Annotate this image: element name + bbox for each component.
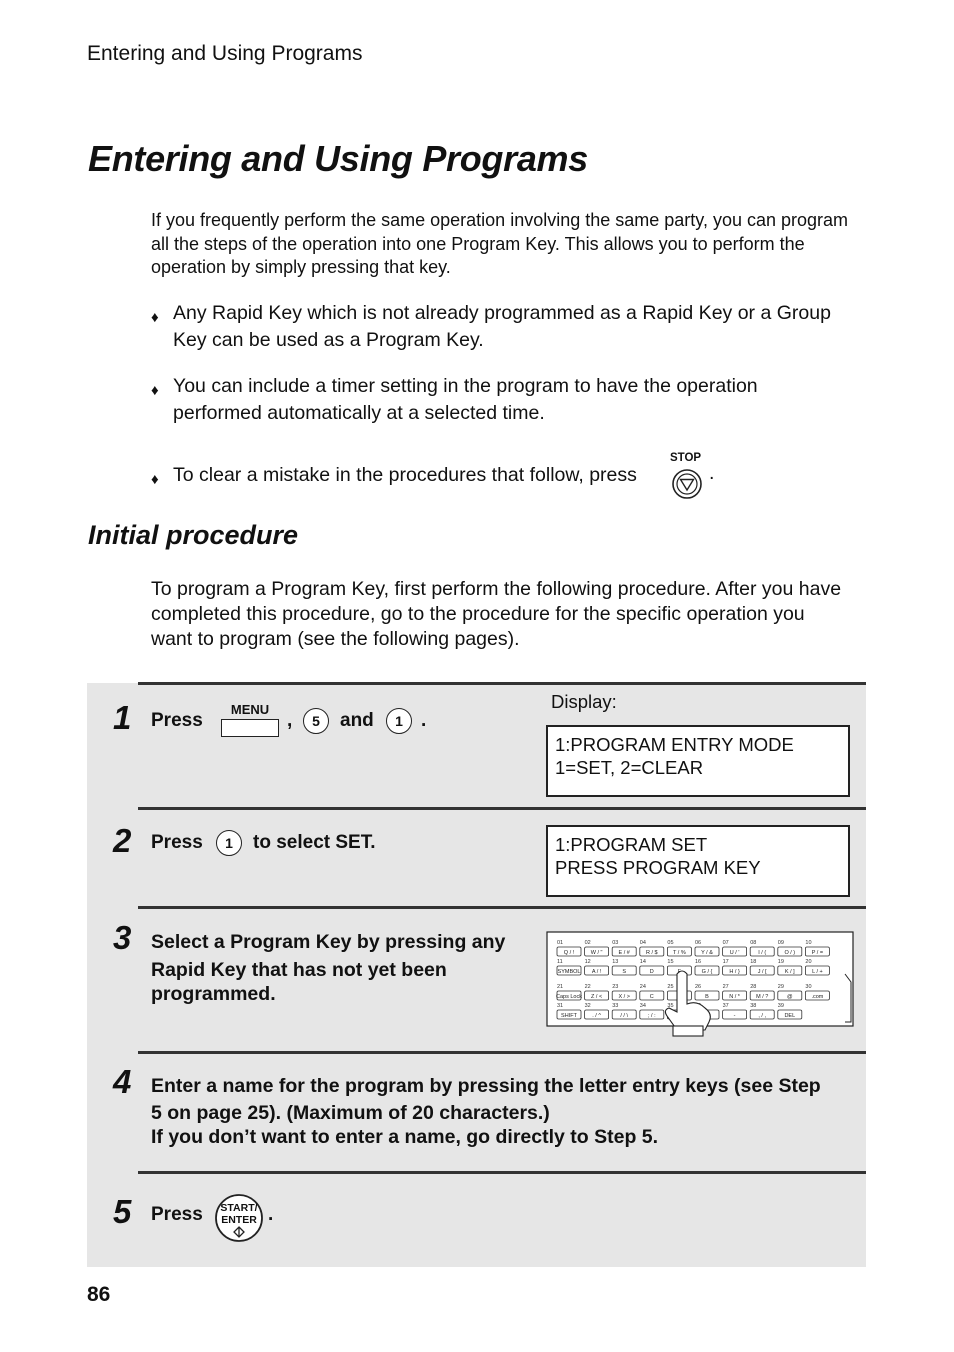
key-label: Y / & (701, 950, 713, 956)
step-divider (138, 1051, 866, 1054)
key-label: U / ' (729, 950, 740, 956)
bullet-diamond: ♦ (151, 471, 159, 488)
key-number: 05 (667, 940, 674, 946)
key-number: 20 (805, 959, 812, 965)
step-4-text (151, 1073, 861, 1150)
stop-button-graphic (668, 466, 708, 502)
key-label: Z / < (591, 994, 603, 1000)
key-number: 26 (695, 984, 702, 990)
step-4-line: If you don’t want to enter a name, go directly to Step 5. (151, 1126, 659, 1148)
key-label: W / " (590, 950, 603, 956)
key-label: T / % (673, 950, 686, 956)
key-5-icon: 5 (303, 708, 329, 734)
key-number: 09 (777, 940, 784, 946)
key-label: G / { (701, 969, 713, 975)
key-number: 35 (667, 1003, 674, 1009)
step-divider (138, 906, 866, 909)
key-number: 03 (612, 940, 619, 946)
key-number: 25 (667, 984, 674, 990)
key-label: R / $ (645, 950, 658, 956)
press-label: Press (151, 1204, 203, 1225)
step-number: 3 (113, 919, 132, 956)
key-number: 04 (639, 940, 646, 946)
key-label: O / ) (784, 950, 796, 956)
key-label: Caps Lock (556, 994, 582, 1000)
page-number: 86 (87, 1283, 111, 1306)
key-number: 17 (722, 959, 729, 965)
key-label: .com (811, 994, 824, 1000)
key-label: . / ^ (592, 1013, 601, 1019)
enter-label: ENTER (221, 1214, 257, 1226)
key-label: / / \ (620, 1013, 629, 1019)
key-label: J / [ (757, 969, 767, 975)
lcd-display-2 (546, 825, 850, 897)
lcd-line: 1=SET, 2=CLEAR (555, 757, 704, 778)
key-number: 02 (584, 940, 591, 946)
key-number: 29 (777, 984, 784, 990)
key-number: 19 (777, 959, 784, 965)
bullet-text: To clear a mistake in the procedures that follow, press (173, 464, 637, 486)
key-label: C (649, 994, 654, 1000)
key-number: 23 (612, 984, 619, 990)
key-label: B (705, 994, 709, 1000)
key-number: 06 (695, 940, 702, 946)
lcd-line: 1:PROGRAM SET (555, 834, 708, 855)
key-number: 27 (722, 984, 729, 990)
key-number: 24 (639, 984, 646, 990)
key-label: L / + (812, 969, 823, 975)
step-number: 1 (113, 699, 132, 736)
key-label: @ (787, 994, 793, 1000)
key-number: 37 (722, 1003, 729, 1009)
start-enter-label (213, 1202, 265, 1226)
key-number: 13 (612, 959, 619, 965)
key-number: 08 (750, 940, 757, 946)
key-number: 39 (777, 1003, 784, 1009)
running-header: Entering and Using Programs (87, 42, 363, 65)
bullet-diamond: ♦ (151, 309, 159, 326)
key-number: 12 (584, 959, 591, 965)
and-label: and (340, 710, 374, 731)
key-number: 18 (750, 959, 757, 965)
step-4-line: 5 on page 25). (Maximum of 20 characters.) (151, 1102, 550, 1124)
key-label: - (733, 1013, 736, 1019)
key-number: 16 (695, 959, 702, 965)
key-label: M / ? (756, 994, 769, 1000)
period: . (421, 710, 427, 731)
bullet-diamond: ♦ (151, 382, 159, 399)
step-3-text (151, 929, 531, 1007)
key-number: 31 (557, 1003, 564, 1009)
step-3-line: Select a Program Key by pressing any (151, 931, 506, 953)
bullet-text: You can include a timer setting in the program to have the operation performed automatically at a selected time. (173, 375, 758, 424)
hand-cuff (673, 1026, 703, 1036)
menu-key-button (221, 719, 279, 737)
key-label: H / } (729, 969, 740, 975)
key-label: , / , (758, 1013, 767, 1019)
rapid-keyboard-illustration (545, 930, 857, 1038)
key-label: P / = (811, 950, 824, 956)
key-number: 22 (584, 984, 591, 990)
key-number: 14 (639, 959, 646, 965)
key-number: 28 (750, 984, 757, 990)
step-number: 4 (113, 1063, 132, 1100)
key-label: D (649, 969, 654, 975)
section-intro: To program a Program Key, first perform the following procedure. After you have completed this procedure, go to the procedure for the specific operation you want to program (see the following pages). (151, 578, 842, 650)
key-label: SYMBOL (557, 969, 581, 975)
key-label: Q / ! (563, 950, 575, 956)
key-1-icon: 1 (386, 708, 412, 734)
key-label: ; / : (647, 1013, 656, 1019)
key-label: A / ! (591, 969, 602, 975)
press-label: Press (151, 832, 203, 853)
step-3-line: programmed. (151, 983, 276, 1005)
press-label: Press (151, 710, 203, 731)
period: . (268, 1204, 274, 1225)
step-divider (138, 682, 866, 685)
step-number: 5 (113, 1193, 132, 1230)
key-label: DEL (784, 1013, 796, 1019)
menu-key-icon (221, 702, 281, 740)
key-number: 01 (557, 940, 564, 946)
key-number: 07 (722, 940, 729, 946)
step-number: 2 (113, 822, 132, 859)
comma: , (287, 710, 293, 731)
key-number: 33 (612, 1003, 619, 1009)
stop-key-label: STOP (670, 452, 702, 464)
section-title: Initial procedure (88, 520, 299, 550)
key-number: 32 (584, 1003, 591, 1009)
display-label: Display: (551, 691, 617, 712)
key-label: S (622, 969, 627, 975)
start-label: START/ (220, 1202, 258, 1214)
key-label: N / * (729, 994, 740, 1000)
step-divider (138, 807, 866, 810)
key-number: 34 (639, 1003, 646, 1009)
key-1-icon: 1 (216, 830, 242, 856)
step-1-instruction (151, 710, 203, 732)
key-label: E / # (618, 950, 630, 956)
key-label: X / > (618, 994, 630, 1000)
bullet-item (151, 373, 851, 429)
start-enter-key-icon (213, 1194, 267, 1242)
key-number: 30 (805, 984, 812, 990)
lcd-line: PRESS PROGRAM KEY (555, 857, 761, 878)
step-divider (138, 1171, 866, 1174)
key-number: 15 (667, 959, 674, 965)
bullet-text: Any Rapid Key which is not already programmed as a Rapid Key or a Group Key can be used as a Program Key. (173, 302, 831, 351)
step-2-text: to select SET. (253, 832, 376, 853)
bullet-item (151, 300, 851, 356)
step-3-line: Rapid Key that has not yet been (151, 959, 447, 981)
menu-key-label: MENU (230, 702, 270, 717)
bullet-period: . (709, 462, 715, 484)
key-label: I / ( (758, 950, 767, 956)
key-label: SHIFT (561, 1013, 577, 1019)
key-number: 21 (557, 984, 564, 990)
bullet-item (151, 462, 851, 492)
stop-key-icon (668, 452, 708, 500)
keyboard-graphic (545, 930, 857, 1038)
step-4-line: Enter a name for the program by pressing the letter entry keys (see Step (151, 1075, 821, 1097)
lcd-line: 1:PROGRAM ENTRY MODE (555, 734, 794, 755)
key-label: K / ] (784, 969, 795, 975)
key-number: 10 (805, 940, 812, 946)
intro-paragraph: If you frequently perform the same operation involving the same party, you can program all the steps of the operation into one Program Key. This allows you to perform the operation by simply pressing that key. (151, 210, 849, 277)
key-number: 11 (557, 959, 563, 965)
lcd-display-1 (546, 725, 850, 797)
page-title: Entering and Using Programs (88, 138, 588, 179)
key-number: 38 (750, 1003, 757, 1009)
